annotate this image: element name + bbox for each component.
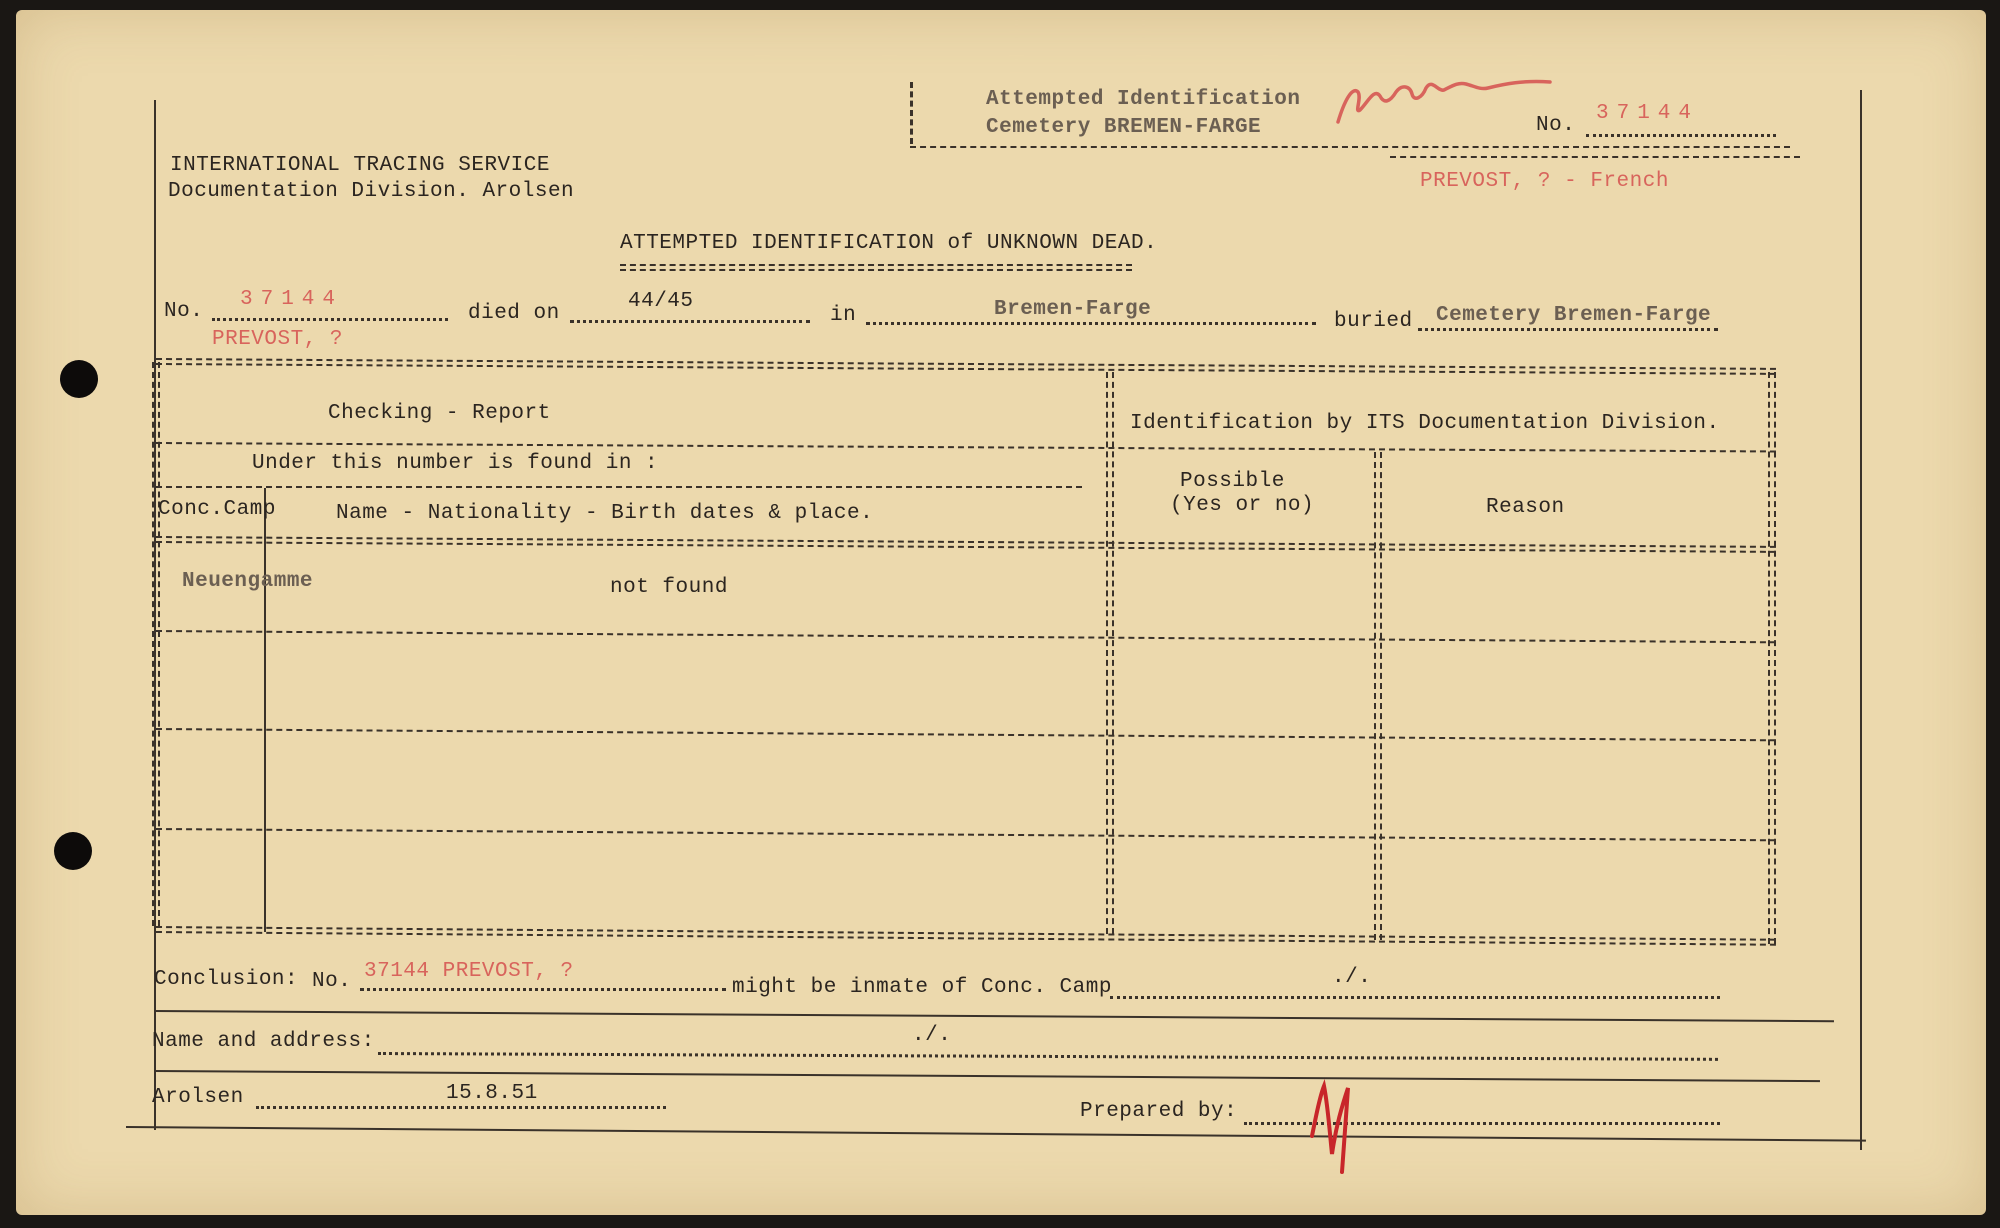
in-dots [866, 322, 1316, 325]
row-2-rule [156, 728, 1776, 741]
table-possible-divider [1374, 452, 1382, 940]
punch-hole-bottom [54, 832, 92, 870]
table-left-border [152, 362, 160, 926]
col-possible-header-2: (Yes or no) [1170, 494, 1315, 517]
header-row-rule [156, 442, 1776, 452]
conclusion-label: Conclusion: [154, 968, 299, 991]
conclusion-value: 37144 PREVOST, ? [364, 960, 574, 983]
row-1-camp: Neuengamme [182, 570, 314, 593]
camp-value: ./. [1332, 966, 1372, 989]
stamp-line-1: Attempted Identification [986, 88, 1301, 111]
punch-hole-top [60, 360, 98, 398]
record-no-dots [212, 318, 448, 321]
row-1-name: not found [610, 576, 728, 599]
header-number-value: 37144 [1596, 102, 1700, 125]
stamp-box-bottom [910, 146, 1790, 148]
header-name-nationality: PREVOST, ? - French [1420, 170, 1669, 193]
sub-header: Under this number is found in : [252, 452, 659, 475]
header-number-dots [1586, 134, 1776, 137]
conclusion-no-label: No. [312, 970, 352, 993]
col-name-header: Name - Nationality - Birth dates & place. [336, 502, 874, 525]
conclusion-rule [154, 1010, 1834, 1022]
table-top-rule [156, 358, 1776, 375]
name-address-dots [378, 1052, 1718, 1061]
org-line-2: Documentation Division. Arolsen [168, 180, 575, 203]
index-card [16, 10, 1986, 1215]
died-dots [570, 320, 810, 323]
table-right-border [1768, 372, 1776, 944]
left-header: Checking - Report [328, 402, 551, 425]
date-value: 15.8.51 [446, 1082, 538, 1105]
col-camp-header: Conc.Camp [158, 498, 276, 521]
table-camp-divider [264, 488, 266, 932]
buried-dots [1418, 328, 1718, 331]
record-no-value: 37144 [240, 288, 344, 311]
name-address-rule [154, 1070, 1820, 1082]
in-label: in [830, 304, 857, 327]
sub-header-rule [156, 486, 1082, 488]
col-possible-header-1: Possible [1180, 470, 1285, 493]
record-no-label: No. [164, 300, 204, 323]
title-underline [620, 264, 1132, 271]
conclusion-dots [360, 988, 726, 991]
row-3-rule [156, 828, 1776, 841]
place-label: Arolsen [152, 1086, 244, 1109]
row-1-rule [156, 630, 1776, 643]
header-number-label: No. [1536, 114, 1576, 137]
col-reason-header: Reason [1486, 496, 1565, 519]
might-be-text: might be inmate of Conc. Camp [732, 976, 1112, 999]
table-bottom-rule [156, 926, 1776, 946]
in-value: Bremen-Farge [994, 298, 1152, 321]
handwritten-name-icon [1334, 62, 1554, 132]
column-header-rule [156, 536, 1776, 553]
frame-bottom [126, 1126, 1866, 1142]
stamp-box-left [910, 82, 913, 144]
name-address-label: Name and address: [152, 1030, 375, 1053]
right-header: Identification by ITS Documentation Division. [1130, 412, 1720, 435]
camp-dots [1110, 996, 1720, 999]
frame-right [1860, 90, 1862, 1150]
page-title: ATTEMPTED IDENTIFICATION of UNKNOWN DEAD. [620, 232, 1158, 255]
died-label: died on [468, 302, 560, 325]
table-middle-divider [1106, 372, 1114, 934]
name-address-value: ./. [912, 1024, 952, 1047]
org-line-1: INTERNATIONAL TRACING SERVICE [170, 154, 550, 177]
buried-label: buried [1334, 310, 1413, 333]
record-name: PREVOST, ? [212, 328, 344, 351]
date-dots [256, 1106, 666, 1109]
prepared-label: Prepared by: [1080, 1100, 1238, 1123]
header-rule [1390, 156, 1800, 158]
signature-icon [1302, 1076, 1362, 1176]
stamp-line-2: Cemetery BREMEN-FARGE [986, 116, 1262, 139]
died-value: 44/45 [628, 290, 694, 313]
buried-value: Cemetery Bremen-Farge [1436, 304, 1712, 327]
